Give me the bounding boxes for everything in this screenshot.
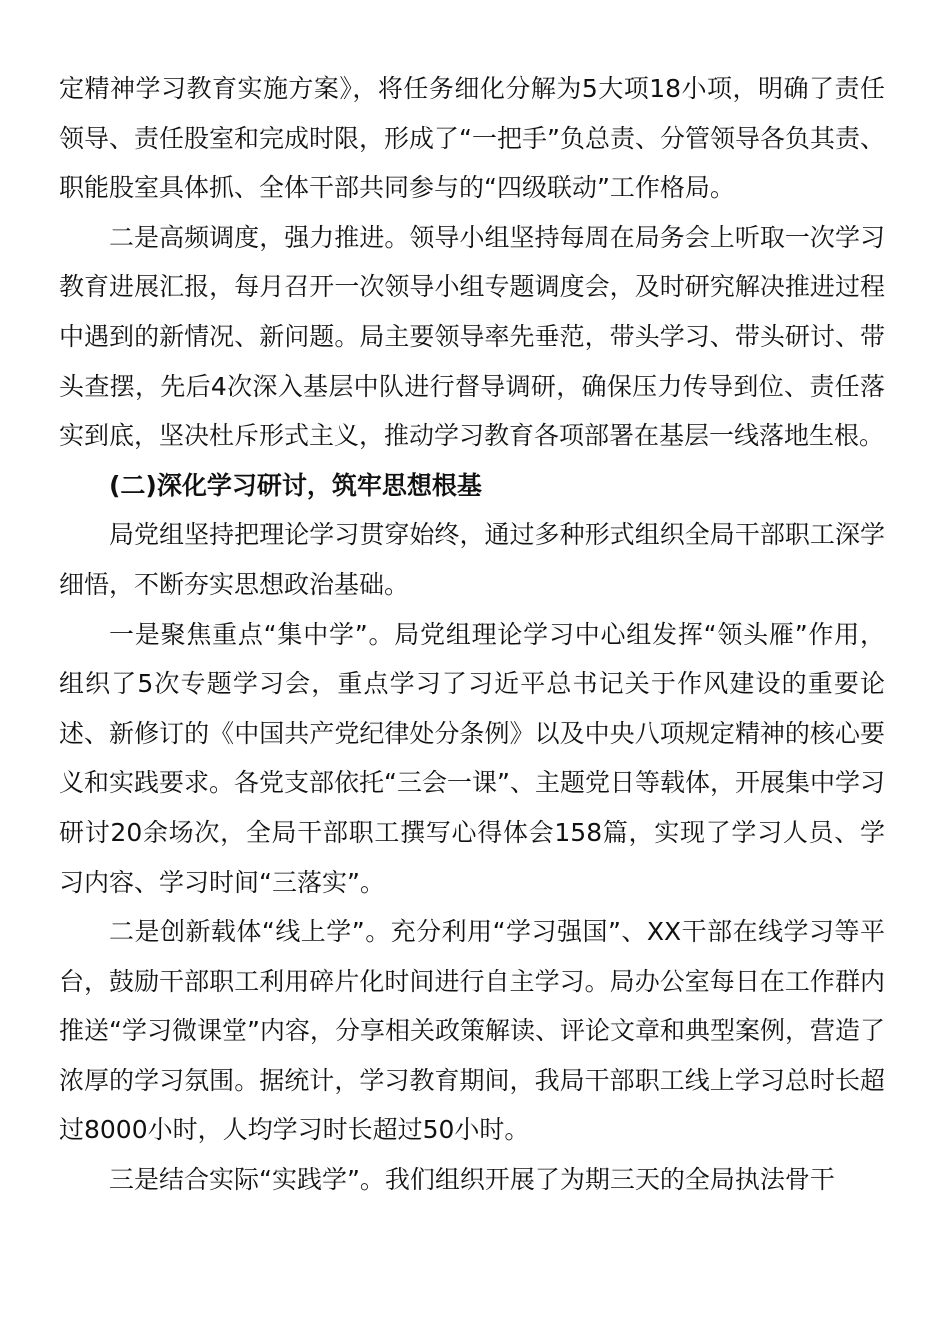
- document-body: [59, 64, 885, 1205]
- paragraph-practice-study: 三是结合实际“实践学”。我们组织开展了为期三天的全局执法骨干: [109, 1165, 835, 1195]
- paragraph-high-frequency-scheduling: 二是高频调度，强力推进。领导小组坚持每周在局务会上听取一次学习教育进展汇报，每月召开一次领导小组专题调度会，及时研究解决推进过程中遇到的新情况、新问题。局主要领导率先垂范，带头学习、带头研讨、带头查摆，先后4次深入基层中队进行督导调研，确保压力传导到位、责任落实到底，坚决杜斥形式主义，推动学习教育各项部署在基层一线落地生根。: [59, 222, 885, 451]
- section-heading-deepen-study: (二)深化学习研讨，筑牢思想根基: [109, 470, 482, 500]
- paragraph-plan-continuation: 定精神学习教育实施方案》，将任务细化分解为5大项18小项，明确了责任领导、责任股室和完成时限，形成了“一把手”负总责、分管领导各负其责、职能股室具体抓、全体干部共同参与的“四级联动”工作格局。: [59, 74, 885, 203]
- paragraph-theory-study-intro: 局党组坚持把理论学习贯穿始终，通过多种形式组织全局干部职工深学细悟，不断夯实思想政治基础。: [59, 520, 885, 599]
- paragraph-online-study: 二是创新载体“线上学”。充分利用“学习强国”、XX干部在线学习等平台，鼓励干部职工利用碎片化时间进行自主学习。局办公室每日在工作群内推送“学习微课堂”内容，分享相关政策解读、评论文章和典型案例，营造了浓厚的学习氛围。据统计，学习教育期间，我局干部职工线上学习总时长超过8000小时，人均学习时长超过50小时。: [59, 917, 885, 1145]
- paragraph-focused-study: 一是聚焦重点“集中学”。局党组理论学习中心组发挥“领头雁”作用，组织了5次专题学习会，重点学习了习近平总书记关于作风建设的重要论述、新修订的《中国共产党纪律处分条例》以及中央八项规定精神的核心要义和实践要求。各党支部依托“三会一课”、主题党日等载体，开展集中学习研讨20余场次，全局干部职工撰写心得体会158篇，实现了学习人员、学习内容、学习时间“三落实”。: [59, 619, 885, 897]
